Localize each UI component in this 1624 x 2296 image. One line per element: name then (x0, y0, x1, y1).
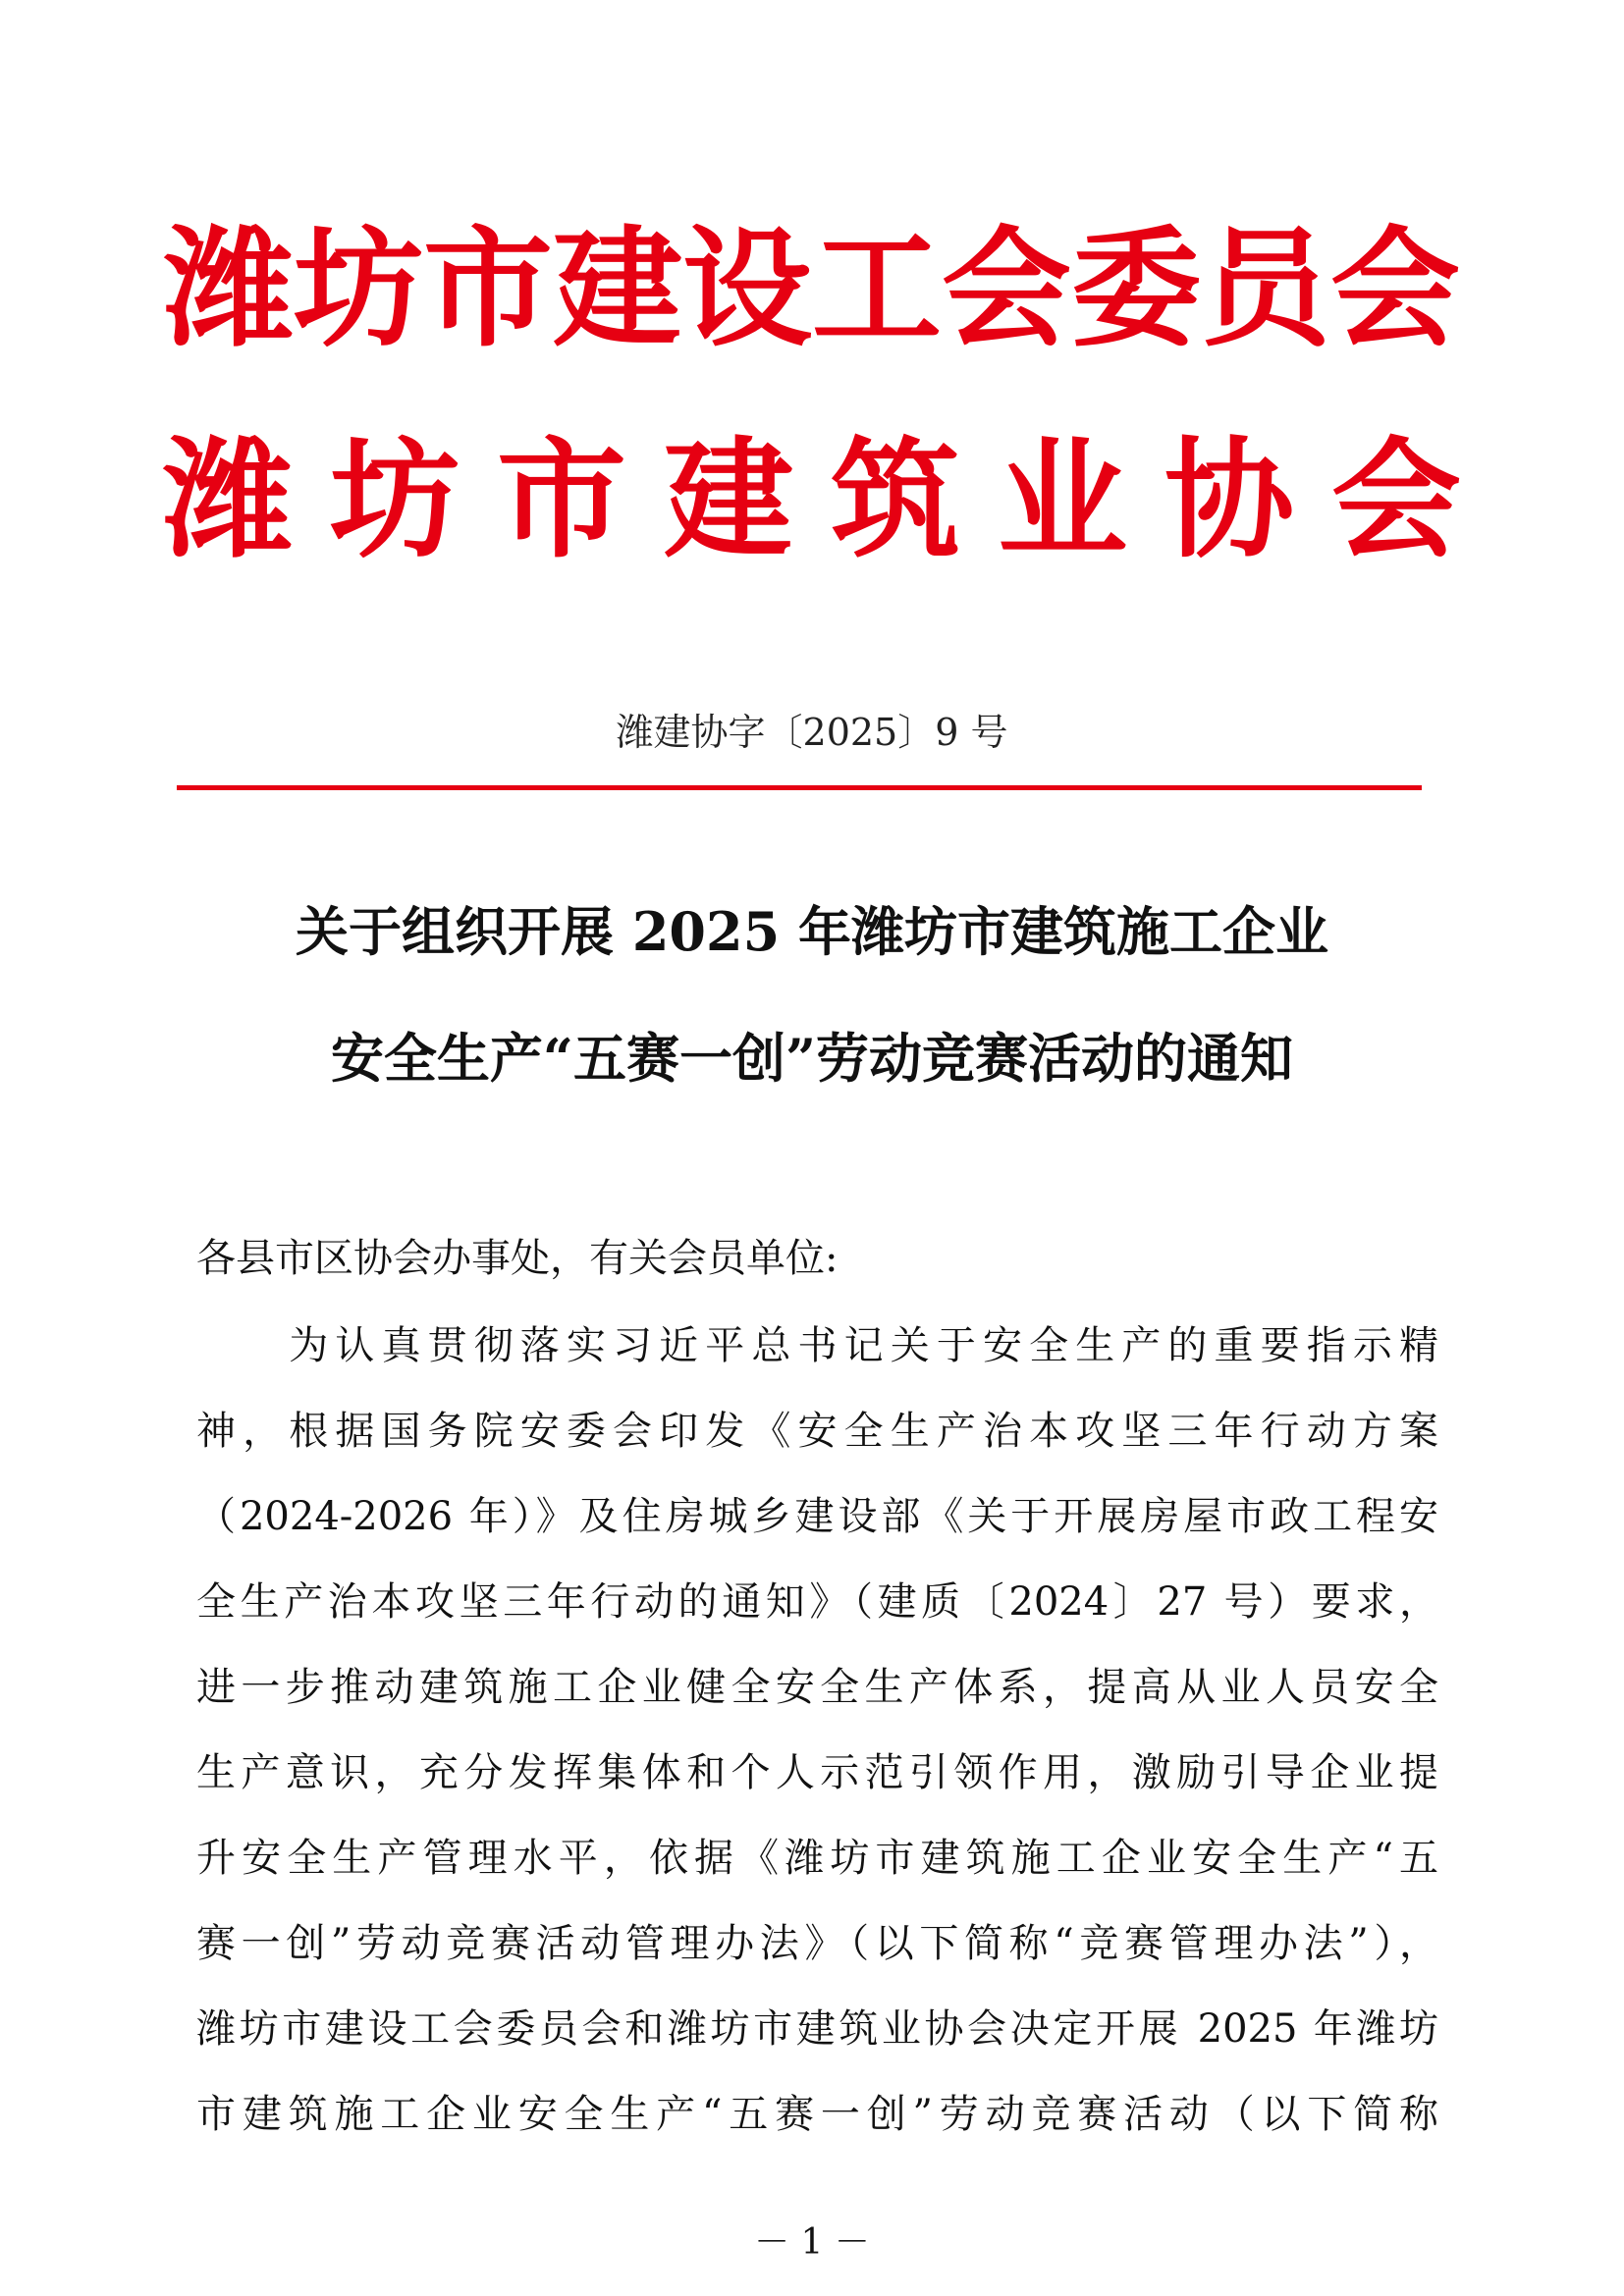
salutation: 各县市区协会办事处，有关会员单位: (196, 1236, 839, 1281)
body-line: 市建筑施工企业安全生产“五赛一创”劳动竞赛活动（以下简称 (196, 2092, 1438, 2137)
body-line: 潍坊市建设工会委员会和潍坊市建筑业协会决定开展 2025 年潍坊 (196, 2006, 1438, 2052)
body-line: 全生产治本攻坚三年行动的通知》（建质〔2024〕27 号）要求， (196, 1579, 1438, 1625)
body-line: 赛一创”劳动竞赛活动管理办法》（以下简称“竞赛管理办法”）， (196, 1921, 1438, 1966)
body-line: 升安全生产管理水平，依据《潍坊市建筑施工企业安全生产“五 (196, 1836, 1438, 1881)
red-divider-rule (177, 785, 1422, 790)
page-number: － 1 － (754, 2222, 870, 2263)
body-line: 神，根据国务院安委会印发《安全生产治本攻坚三年行动方案 (196, 1409, 1438, 1454)
body-line: 生产意识，充分发挥集体和个人示范引领作用，激励引导企业提 (196, 1750, 1438, 1795)
document-title-line-2: 安全生产“五赛一创”劳动竞赛活动的通知 (330, 1027, 1294, 1090)
body-line: （2024-2026 年）》及住房城乡建设部《关于开展房屋市政工程安 (196, 1494, 1438, 1539)
issuer-header-line-1: 潍坊市建设工会委员会 (164, 213, 1460, 365)
issuer-header-line-2: 潍坊市建筑业协会 (163, 424, 1498, 576)
body-line: 为认真贯彻落实习近平总书记关于安全生产的重要指示精 (196, 1323, 1438, 1368)
body-line: 进一步推动建筑施工企业健全安全生产体系，提高从业人员安全 (196, 1665, 1438, 1710)
document-number: 潍建协字〔2025〕9 号 (616, 711, 1008, 754)
document-title-line-1: 关于组织开展 2025 年潍坊市建筑施工企业 (296, 900, 1328, 963)
